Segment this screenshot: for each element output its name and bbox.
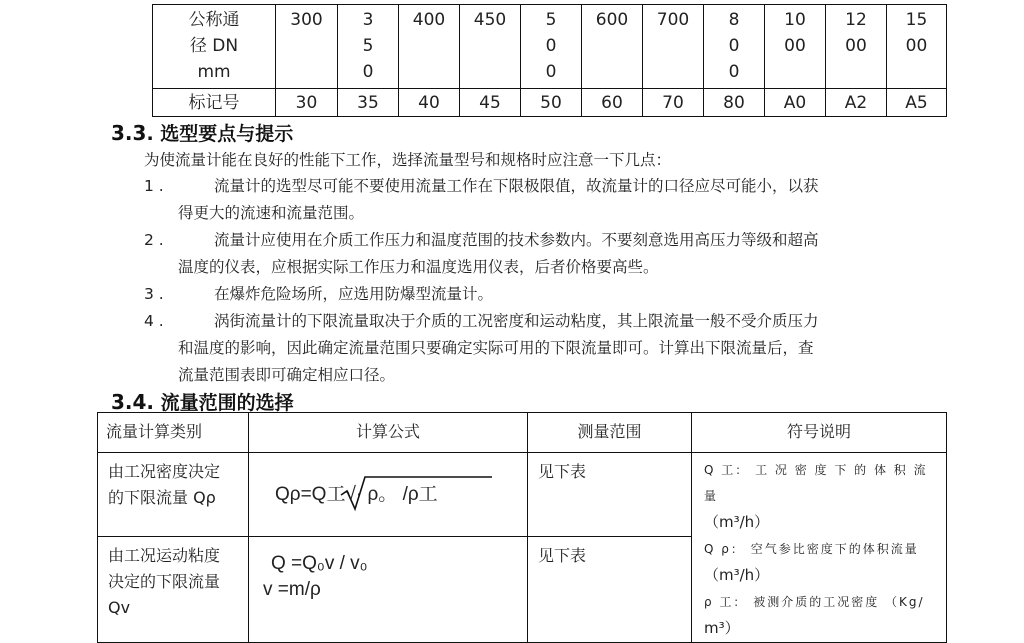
list-number: 3 . xyxy=(144,285,164,303)
symbol-note-unit: （m³/h） xyxy=(704,513,770,531)
spec-cell: 60 xyxy=(582,89,643,117)
category-text: 由工况运动粘度 xyxy=(108,546,221,566)
symbol-note-unit: m³） xyxy=(704,619,740,637)
spec-cell: 400 xyxy=(399,5,460,89)
section-number: 3.4. xyxy=(111,390,155,414)
list-text: 得更大的流速和流量范围。 xyxy=(178,204,365,222)
list-text: 温度的仪表，应根据实际工作压力和温度选用仪表，后者价格要高些。 xyxy=(178,258,659,276)
header-symbols: 符号说明 xyxy=(692,413,947,453)
spec-cell: 450 xyxy=(460,5,521,89)
list-number: 4 . xyxy=(144,312,164,330)
sqrt-symbol-icon xyxy=(337,473,497,513)
spec-row-mark xyxy=(153,89,947,117)
spec-cell: A2 xyxy=(826,89,887,117)
symbols-cell xyxy=(692,453,947,643)
header-category: 流量计算类别 xyxy=(98,413,249,453)
section-heading-3-3 xyxy=(111,119,293,146)
formula-kinematic: v =m/ρ xyxy=(263,579,321,601)
list-item xyxy=(144,227,934,281)
category-text: 由工况密度决定 xyxy=(108,462,221,481)
range-cell: 见下表 xyxy=(528,537,692,643)
spec-cell: 1000 xyxy=(765,5,826,89)
section-title: . 选型要点与提示 xyxy=(146,123,294,145)
spec-cell: 50 xyxy=(521,89,582,117)
list-item xyxy=(144,308,934,389)
symbol-note: Q 工： 工 况 密 度 下 的 体 积 流 量 xyxy=(704,463,928,503)
category-cell xyxy=(98,537,249,643)
list-number: 1 . xyxy=(144,177,164,195)
spec-cell: 350 xyxy=(338,5,399,89)
section-heading-3-4 xyxy=(111,388,294,415)
category-text: 决定的下限流量 xyxy=(108,572,221,592)
symbol-note: ρ 工： 被测介质的工况密度 （Kg/ xyxy=(704,595,925,609)
flow-table xyxy=(97,412,947,643)
list-text: 流量计的选型尽可能不要使用流量工作在下限极限值，故流量计的口径应尽可能小，以获 xyxy=(214,177,819,195)
list-text: 在爆炸危险场所，应选用防爆型流量计。 xyxy=(214,285,494,303)
spec-cell: 45 xyxy=(460,89,521,117)
flow-table-header xyxy=(98,413,947,453)
list-number: 2 . xyxy=(144,231,164,249)
list-text: 流量计应使用在介质工作压力和温度范围的技术参数内。不要刻意选用高压力等级和超高 xyxy=(214,231,819,249)
spec-cell: 800 xyxy=(704,5,765,89)
spec-cell: 300 xyxy=(276,5,338,89)
spec-cell: 80 xyxy=(704,89,765,117)
header-formula: 计算公式 xyxy=(249,413,528,453)
category-cell xyxy=(98,453,249,537)
list-text: 流量范围表即可确定相应口径。 xyxy=(178,366,396,384)
spec-cell: 1200 xyxy=(826,5,887,89)
spec-cell: 700 xyxy=(643,5,704,89)
formula-cell xyxy=(249,537,528,643)
category-text: 的下限流量 Qρ xyxy=(108,488,216,507)
category-text: Qv xyxy=(108,598,131,618)
formula-density: Qρ=Q工√· ρ。 /ρ工 xyxy=(275,484,438,505)
spec-table xyxy=(152,4,947,117)
formula-cell xyxy=(249,453,528,537)
spec-cell: 500 xyxy=(521,5,582,89)
symbol-note-unit: （m³/h） xyxy=(704,566,770,584)
intro-paragraph: 为使流量计能在良好的性能下工作，选择流量型号和规格时应注意一下几点： xyxy=(144,151,672,169)
spec-cell: 1500 xyxy=(887,5,947,89)
spec-cell: A0 xyxy=(765,89,826,117)
header-range: 测量范围 xyxy=(528,413,692,453)
spec-cell: 35 xyxy=(338,89,399,117)
symbol-note: Q ρ： 空气参比密度下的体积流量 xyxy=(704,542,919,556)
list-item xyxy=(144,281,934,308)
section-title: 流量范围的选择 xyxy=(154,392,294,414)
spec-cell: A5 xyxy=(887,89,947,117)
flow-row-density xyxy=(98,453,947,537)
formula-viscosity: Q =Q₀v / v₀ xyxy=(271,553,368,575)
spec-cell: 600 xyxy=(582,5,643,89)
list-text: 涡街流量计的下限流量取决于介质的工况密度和运动粘度，其上限流量一般不受介质压力 xyxy=(214,312,819,330)
range-cell: 见下表 xyxy=(528,453,692,537)
spec-cell: 40 xyxy=(399,89,460,117)
spec-cell: 70 xyxy=(643,89,704,117)
spec-label-diameter: 公称通径 DN mm xyxy=(153,5,276,89)
spec-row-diameter xyxy=(153,5,947,89)
section-number: 3.3 xyxy=(111,121,147,145)
spec-label-mark: 标记号 xyxy=(153,89,276,117)
list-text: 和温度的影响，因此确定流量范围只要确定实际可用的下限流量即可。计算出下限流量后，查 xyxy=(178,339,814,357)
list-item xyxy=(144,173,934,227)
spec-cell: 30 xyxy=(276,89,338,117)
